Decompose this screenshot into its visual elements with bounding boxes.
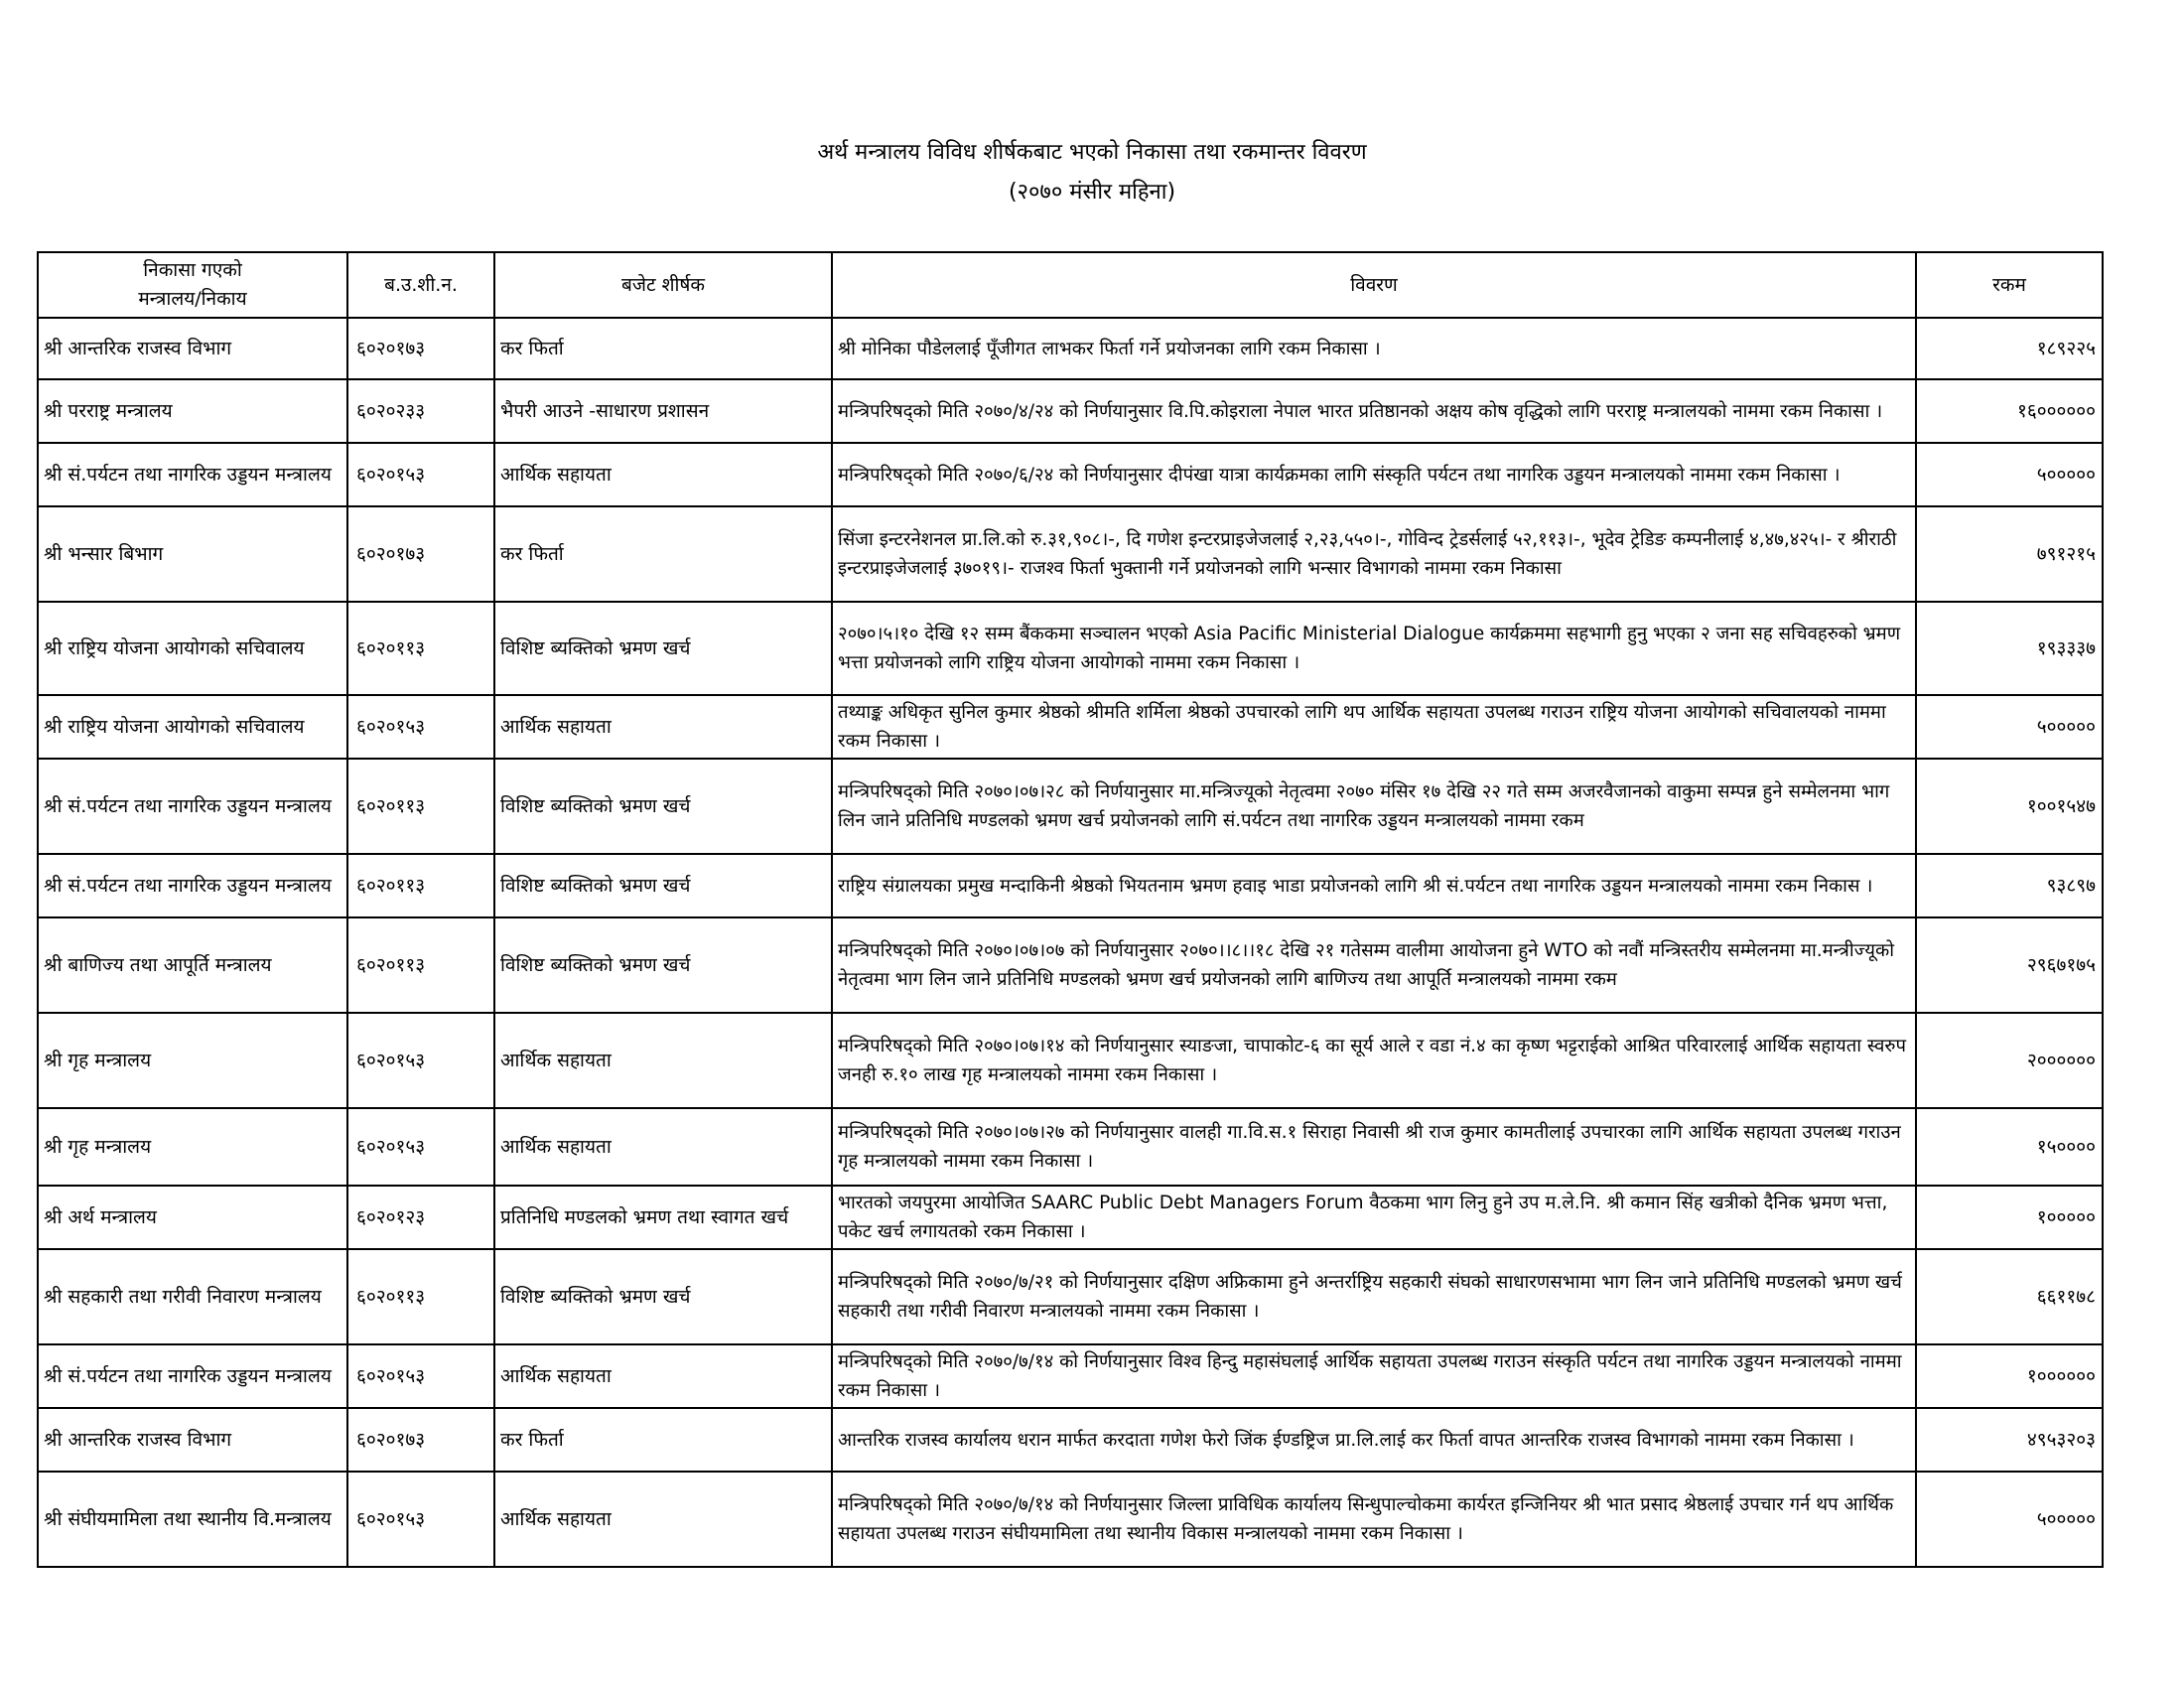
cell-budget: आर्थिक सहायता (494, 1013, 832, 1108)
cell-ministry: श्री परराष्ट्र मन्त्रालय (38, 379, 347, 443)
table-row (38, 695, 2103, 759)
table-row (38, 1186, 2103, 1249)
cell-code: ६०२०११३ (347, 854, 494, 917)
table-row (38, 1472, 2103, 1567)
header-ministry-line1: निकासा गएको (143, 259, 242, 281)
cell-detail: आन्तरिक राजस्व कार्यालय धरान मार्फत करदाता गणेश फेरो जिंक ईण्डष्ट्रिज प्रा.लि.लाई कर फिर्ता वापत आन्तरिक राजस्व विभागको नाममा रकम निकासा । (832, 1408, 1916, 1472)
cell-code: ६०२०११३ (347, 1249, 494, 1344)
cell-ministry: श्री सहकारी तथा गरीवी निवारण मन्त्रालय (38, 1249, 347, 1344)
cell-ministry: श्री संघीयमामिला तथा स्थानीय वि.मन्त्रालय (38, 1472, 347, 1567)
table-row (38, 1249, 2103, 1344)
cell-code: ६०२०१५३ (347, 1108, 494, 1186)
table-row (38, 759, 2103, 854)
cell-budget: आर्थिक सहायता (494, 1472, 832, 1567)
cell-detail: सिंजा इन्टरनेशनल प्रा.लि.को रु.३१,९०८।-, दि गणेश इन्टरप्राइजेजलाई २,२३,५५०।-, गोविन्द ट्रेडर्सलाई ५२,११३।-, भूदेव ट्रेडिङ कम्पनीलाई ४,४७,४२५।- र श्रीराठी इन्टरप्राइजेजलाई ३७०१९।- राजश्व फिर्ता भुक्तानी गर्ने प्रयोजनको लागि भन्सार विभागको नाममा रकम निकासा (832, 506, 1916, 602)
cell-budget: भैपरी आउने -साधारण प्रशासन (494, 379, 832, 443)
cell-budget: विशिष्ट ब्यक्तिको भ्रमण खर्च (494, 602, 832, 695)
cell-budget: आर्थिक सहायता (494, 695, 832, 759)
cell-code: ६०२०१७३ (347, 1408, 494, 1472)
cell-ministry: श्री राष्ट्रिय योजना आयोगको सचिवालय (38, 602, 347, 695)
cell-amount: ५००००० (1916, 1472, 2103, 1567)
document-title: अर्थ मन्त्रालय विविध शीर्षकबाट भएको निकासा तथा रकमान्तर विवरण (817, 140, 1367, 165)
cell-code: ६०२०११३ (347, 759, 494, 854)
cell-budget: कर फिर्ता (494, 506, 832, 602)
table-row (38, 318, 2103, 379)
cell-code: ६०२०१७३ (347, 318, 494, 379)
cell-budget: विशिष्ट ब्यक्तिको भ्रमण खर्च (494, 759, 832, 854)
cell-amount: १०००००० (1916, 1344, 2103, 1408)
cell-detail: मन्त्रिपरिषद्को मिति २०७०।०७।१४ को निर्णयानुसार स्याङजा, चापाकोट-६ का सूर्य आले र वडा नं.४ का कृष्ण भट्टराईको आश्रित परिवारलाई आर्थिक सहायता स्वरुप जनही रु.१० लाख गृह मन्त्रालयको नाममा रकम निकासा । (832, 1013, 1916, 1108)
cell-budget: कर फिर्ता (494, 1408, 832, 1472)
cell-budget: आर्थिक सहायता (494, 1108, 832, 1186)
header-amount: रकम (1916, 252, 2103, 318)
cell-detail: भारतको जयपुरमा आयोजित SAARC Public Debt Managers Forum वैठकमा भाग लिनु हुने उप म.ले.नि. श्री कमान सिंह खत्रीको दैनिक भ्रमण भत्ता, पकेट खर्च लगायतको रकम निकासा । (832, 1186, 1916, 1249)
cell-detail: मन्त्रिपरिषद्को मिति २०७०/४/२४ को निर्णयानुसार वि.पि.कोइराला नेपाल भारत प्रतिष्ठानको अक्षय कोष वृद्धिको लागि परराष्ट्र मन्त्रालयको नाममा रकम निकासा । (832, 379, 1916, 443)
cell-amount: १५०००० (1916, 1108, 2103, 1186)
cell-budget: विशिष्ट ब्यक्तिको भ्रमण खर्च (494, 854, 832, 917)
header-detail: विवरण (832, 252, 1916, 318)
cell-detail: राष्ट्रिय संग्रालयका प्रमुख मन्दाकिनी श्रेष्ठको भियतनाम भ्रमण हवाइ भाडा प्रयोजनको लागि श्री सं.पर्यटन तथा नागरिक उड्डयन मन्त्रालयको नाममा रकम निकास । (832, 854, 1916, 917)
cell-budget: आर्थिक सहायता (494, 443, 832, 506)
cell-amount: ९३८९७ (1916, 854, 2103, 917)
cell-code: ६०२०१५३ (347, 695, 494, 759)
header-budget: बजेट शीर्षक (494, 252, 832, 318)
cell-detail: मन्त्रिपरिषद्को मिति २०७०।०७।२८ को निर्णयानुसार मा.मन्त्रिज्यूको नेतृत्वमा २०७० मंसिर १७ देखि २२ गते सम्म अजरवैजानको वाकुमा सम्पन्न हुने सम्मेलनमा भाग लिन जाने प्रतिनिधि मण्डलको भ्रमण खर्च प्रयोजनको लागि सं.पर्यटन तथा नागरिक उड्डयन मन्त्रालयको नाममा रकम (832, 759, 1916, 854)
table-row (38, 854, 2103, 917)
table-row (38, 379, 2103, 443)
cell-detail: मन्त्रिपरिषद्को मिति २०७०/७/१४ को निर्णयानुसार विश्व हिन्दु महासंघलाई आर्थिक सहायता उपलब्ध गराउन संस्कृति पर्यटन तथा नागरिक उड्डयन मन्त्रालयको नाममा रकम निकासा । (832, 1344, 1916, 1408)
disbursement-table (37, 251, 2104, 1568)
cell-amount: ७९१२१५ (1916, 506, 2103, 602)
cell-detail: तथ्याङ्क अधिकृत सुनिल कुमार श्रेष्ठको श्रीमति शर्मिला श्रेष्ठको उपचारको लागि थप आर्थिक सहायता उपलब्ध गराउन राष्ट्रिय योजना आयोगको सचिवालयको नाममा रकम निकासा । (832, 695, 1916, 759)
cell-budget: प्रतिनिधि मण्डलको भ्रमण तथा स्वागत खर्च (494, 1186, 832, 1249)
header-ministry (38, 252, 347, 318)
cell-budget: आर्थिक सहायता (494, 1344, 832, 1408)
cell-code: ६०२०१५३ (347, 1472, 494, 1567)
cell-budget: विशिष्ट ब्यक्तिको भ्रमण खर्च (494, 917, 832, 1013)
cell-ministry: श्री गृह मन्त्रालय (38, 1013, 347, 1108)
cell-ministry: श्री आन्तरिक राजस्व विभाग (38, 1408, 347, 1472)
table-row (38, 917, 2103, 1013)
document-subtitle: (२०७० मंसीर महिना) (1008, 180, 1176, 205)
cell-detail: मन्त्रिपरिषद्को मिति २०७०/६/२४ को निर्णयानुसार दीपंखा यात्रा कार्यक्रमका लागि संस्कृति पर्यटन तथा नागरिक उड्डयन मन्त्रालयको नाममा रकम निकासा । (832, 443, 1916, 506)
cell-ministry: श्री आन्तरिक राजस्व विभाग (38, 318, 347, 379)
header-ministry-line2: मन्त्रालय/निकाय (138, 288, 247, 310)
table-body (38, 318, 2103, 1567)
cell-code: ६०२०१५३ (347, 1013, 494, 1108)
cell-detail: मन्त्रिपरिषद्को मिति २०७०।०७।०७ को निर्णयानुसार २०७०।।८।।१८ देखि २१ गतेसम्म वालीमा आयोजना हुने WTO को नवौं मन्त्रिस्तरीय सम्मेलनमा मा.मन्त्रीज्यूको नेतृत्वमा भाग लिन जाने प्रतिनिधि मण्डलको भ्रमण खर्च प्रयोजनको लागि बाणिज्य तथा आपूर्ति मन्त्रालयको नाममा रकम (832, 917, 1916, 1013)
table-row (38, 602, 2103, 695)
table-row (38, 443, 2103, 506)
cell-amount: ४९५३२०३ (1916, 1408, 2103, 1472)
cell-ministry: श्री राष्ट्रिय योजना आयोगको सचिवालय (38, 695, 347, 759)
document-heading (0, 133, 2184, 212)
cell-ministry: श्री अर्थ मन्त्रालय (38, 1186, 347, 1249)
cell-code: ६०२०११३ (347, 917, 494, 1013)
table-row (38, 1344, 2103, 1408)
cell-detail: श्री मोनिका पौडेललाई पूँजीगत लाभकर फिर्ता गर्ने प्रयोजनका लागि रकम निकासा । (832, 318, 1916, 379)
cell-detail: २०७०।५।१० देखि १२ सम्म बैंककमा सञ्चालन भएको Asia Pacific Ministerial Dialogue कार्यक्रममा सहभागी हुनु भएका २ जना सह सचिवहरुको भ्रमण भत्ता प्रयोजनको लागि राष्ट्रिय योजना आयोगको नाममा रकम निकासा । (832, 602, 1916, 695)
cell-ministry: श्री सं.पर्यटन तथा नागरिक उड्डयन मन्त्रालय (38, 759, 347, 854)
cell-code: ६०२०१७३ (347, 506, 494, 602)
table-row (38, 506, 2103, 602)
cell-ministry: श्री गृह मन्त्रालय (38, 1108, 347, 1186)
cell-ministry: श्री बाणिज्य तथा आपूर्ति मन्त्रालय (38, 917, 347, 1013)
cell-amount: १६०००००० (1916, 379, 2103, 443)
cell-amount: १००१५४७ (1916, 759, 2103, 854)
cell-budget: कर फिर्ता (494, 318, 832, 379)
cell-code: ६०२०१५३ (347, 1344, 494, 1408)
cell-code: ६०२०११३ (347, 602, 494, 695)
table-header-row (38, 252, 2103, 318)
cell-amount: ६६११७८ (1916, 1249, 2103, 1344)
cell-amount: १९३३३७ (1916, 602, 2103, 695)
cell-amount: ५००००० (1916, 695, 2103, 759)
table-row (38, 1108, 2103, 1186)
cell-detail: मन्त्रिपरिषद्को मिति २०७०/७/२१ को निर्णयानुसार दक्षिण अफ्रिकामा हुने अन्तर्राष्ट्रिय सहकारी संघको साधारणसभामा भाग लिन जाने प्रतिनिधि मण्डलको भ्रमण खर्च सहकारी तथा गरीवी निवारण मन्त्रालयको नाममा रकम निकासा । (832, 1249, 1916, 1344)
cell-code: ६०२०१२३ (347, 1186, 494, 1249)
cell-ministry: श्री सं.पर्यटन तथा नागरिक उड्डयन मन्त्रालय (38, 854, 347, 917)
cell-detail: मन्त्रिपरिषद्को मिति २०७०/७/१४ को निर्णयानुसार जिल्ला प्राविधिक कार्यालय सिन्धुपाल्चोकमा कार्यरत इन्जिनियर श्री भा‍त प्रसाद श्रेष्ठलाई उपचार गर्न थप आर्थिक सहायता उपलब्ध गराउन संघीयमामिला तथा स्थानीय विकास मन्त्रालयको नाममा रकम निकासा । (832, 1472, 1916, 1567)
cell-amount: १००००० (1916, 1186, 2103, 1249)
cell-code: ६०२०१५३ (347, 443, 494, 506)
table-row (38, 1408, 2103, 1472)
cell-amount: २०००००० (1916, 1013, 2103, 1108)
cell-amount: २९६७१७५ (1916, 917, 2103, 1013)
header-code: ब.उ.शी.न. (347, 252, 494, 318)
table-row (38, 1013, 2103, 1108)
cell-code: ६०२०२३३ (347, 379, 494, 443)
cell-detail: मन्त्रिपरिषद्को मिति २०७०।०७।२७ को निर्णयानुसार वालही गा.वि.स.१ सिराहा निवासी श्री राज कुमार कामतीलाई उपचारका लागि आर्थिक सहायता उपलब्ध गराउन गृह मन्त्रालयको नाममा रकम निकासा । (832, 1108, 1916, 1186)
cell-amount: ५००००० (1916, 443, 2103, 506)
cell-ministry: श्री सं.पर्यटन तथा नागरिक उड्डयन मन्त्रालय (38, 443, 347, 506)
cell-budget: विशिष्ट ब्यक्तिको भ्रमण खर्च (494, 1249, 832, 1344)
cell-amount: १८९२२५ (1916, 318, 2103, 379)
cell-ministry: श्री भन्सार बिभाग (38, 506, 347, 602)
cell-ministry: श्री सं.पर्यटन तथा नागरिक उड्डयन मन्त्रालय (38, 1344, 347, 1408)
